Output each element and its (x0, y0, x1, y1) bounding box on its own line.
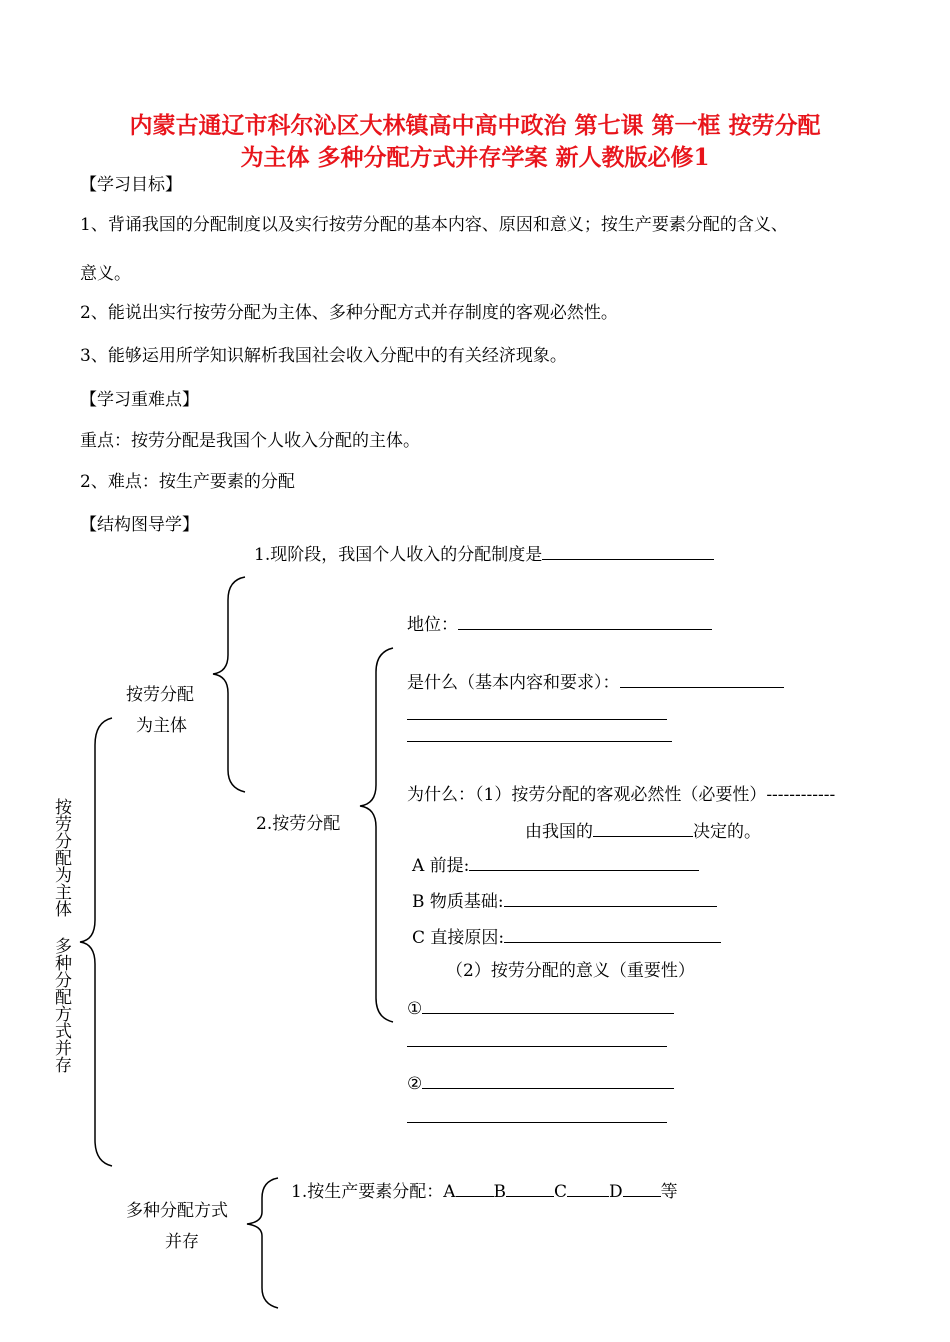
significance-heading: （2）按劳分配的意义（重要性） (446, 961, 695, 981)
premise-question (412, 853, 699, 877)
status-text: 地位： (407, 615, 458, 635)
what-answer-line-1[interactable] (407, 719, 667, 720)
current-system-text: 1.现阶段，我国个人收入的分配制度是 (254, 545, 543, 565)
factor-c-text: C (554, 1182, 568, 1202)
current-system-blank[interactable] (542, 542, 714, 560)
branch1-label-line1: 按劳分配 (126, 685, 194, 705)
objective-1: 1、背诵我国的分配制度以及实行按劳分配的基本内容、原因和意义；按生产要素分配的含义、 (80, 215, 788, 235)
branch2-label-line1: 多种分配方式 (126, 1201, 228, 1221)
why-question: 为什么：（1）按劳分配的客观必然性（必要性）------------ (407, 785, 836, 805)
status-blank[interactable] (458, 612, 712, 630)
what-blank[interactable] (620, 670, 784, 688)
what-text: 是什么（基本内容和要求）： (407, 673, 620, 693)
branch1-label-line2: 为主体 (136, 716, 187, 736)
material-blank[interactable] (504, 889, 717, 907)
direct-cause-text: C 直接原因: (412, 928, 505, 948)
document-title-line-2: 为主体 多种分配方式并存学案 新人教版必修1 (240, 144, 710, 171)
why-cont-text-b: 决定的。 (693, 822, 761, 842)
premise-text: A 前提: (412, 856, 470, 876)
why-blank[interactable] (593, 819, 693, 837)
factor-d-text: D (609, 1182, 623, 1202)
distribution-brace (360, 648, 393, 1022)
significance-1 (407, 996, 674, 1020)
direct-cause-blank[interactable] (504, 925, 721, 943)
factor-b-text: B (493, 1182, 506, 1202)
root-label: 按劳分配为主体 多种分配方式并存 (51, 798, 71, 1073)
significance-1-line-2[interactable] (407, 1046, 667, 1047)
circle-1: ① (407, 999, 423, 1019)
why-continuation (525, 819, 761, 843)
key-point: 重点：按劳分配是我国个人收入分配的主体。 (80, 431, 420, 451)
factor-a-blank[interactable] (456, 1179, 494, 1197)
why-cont-text-a: 由我国的 (525, 822, 593, 842)
branch1-brace (213, 577, 245, 792)
significance-2-blank[interactable] (422, 1071, 674, 1089)
significance-2-line-2[interactable] (407, 1122, 667, 1123)
factor-text: 1.按生产要素分配：A (291, 1182, 456, 1202)
objective-2: 2、能说出实行按劳分配为主体、多种分配方式并存制度的客观必然性。 (80, 303, 618, 323)
status-question (407, 612, 712, 636)
branch2-brace (247, 1178, 278, 1308)
objective-1-cont: 意义。 (80, 264, 131, 284)
premise-blank[interactable] (469, 853, 699, 871)
branch2-label-line2: 并存 (165, 1232, 199, 1252)
difficult-point: 2、难点：按生产要素的分配 (80, 472, 295, 492)
what-question (407, 670, 784, 694)
what-answer-line-2[interactable] (407, 741, 672, 742)
root-brace (80, 718, 112, 1166)
factor-d-blank[interactable] (623, 1179, 661, 1197)
circle-2: ② (407, 1074, 423, 1094)
factor-end-text: 等 (660, 1182, 678, 1202)
distribution-label: 2.按劳分配 (256, 814, 341, 834)
material-question (412, 889, 717, 913)
factor-b-blank[interactable] (506, 1179, 554, 1197)
factor-distribution-question (291, 1179, 678, 1203)
objectives-heading: 【学习目标】 (80, 175, 182, 195)
direct-cause-question (412, 925, 721, 949)
factor-c-blank[interactable] (567, 1179, 609, 1197)
key-points-heading: 【学习重难点】 (80, 390, 199, 410)
current-system-question (254, 542, 714, 566)
objective-3: 3、能够运用所学知识解析我国社会收入分配中的有关经济现象。 (80, 346, 567, 366)
structure-heading: 【结构图导学】 (80, 515, 199, 535)
material-text: B 物质基础: (412, 892, 504, 912)
significance-2 (407, 1071, 674, 1095)
document-title-line-1: 内蒙古通辽市科尔沁区大林镇高中高中政治 第七课 第一框 按劳分配 (129, 112, 821, 139)
significance-1-blank[interactable] (422, 996, 674, 1014)
